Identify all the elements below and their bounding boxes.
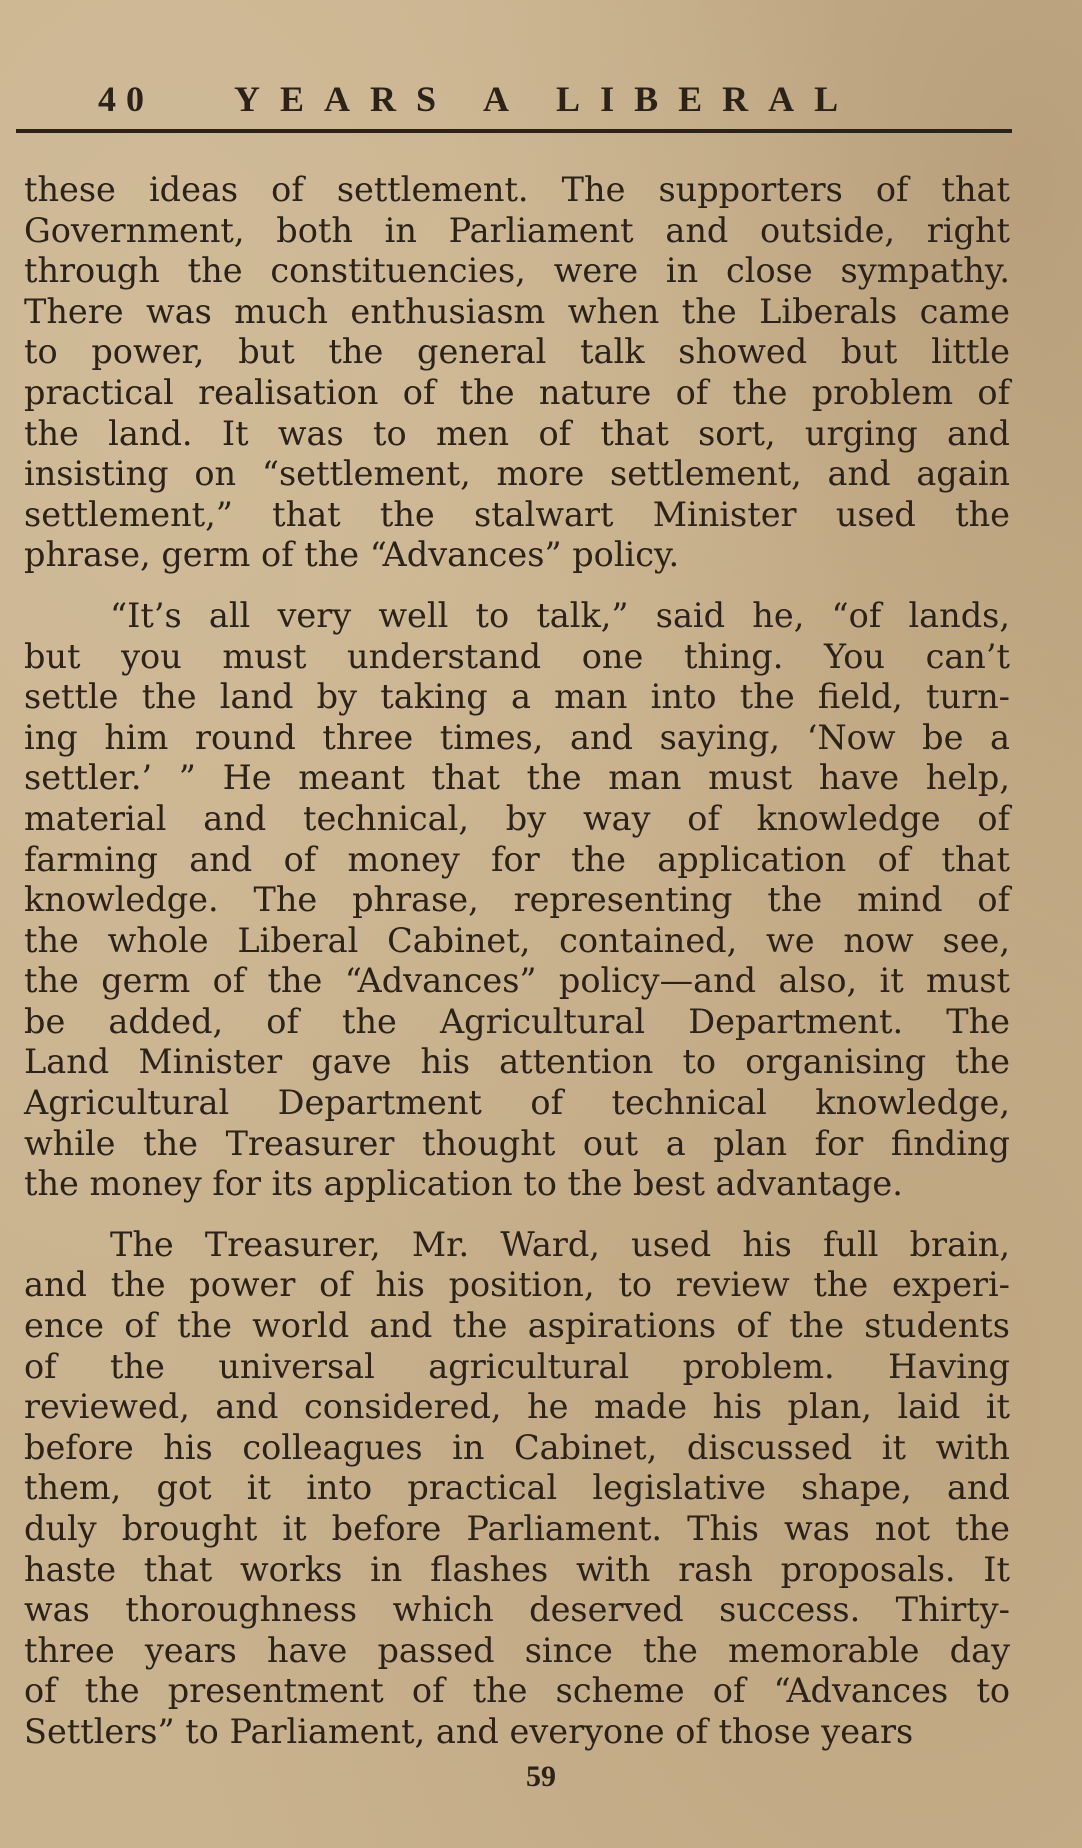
- text-line: these ideas of settlement. The supporters of that: [24, 170, 1010, 209]
- folio: 59: [526, 1760, 556, 1793]
- text-line: the whole Liberal Cabinet, contained, we now see,: [24, 920, 1010, 960]
- text-line: the land. It was to men of that sort, urging and: [24, 413, 1010, 453]
- text-line: the germ of the “Advances” policy—and also, it must: [24, 961, 1010, 1001]
- text-line: settlement,” that the stalwart Minister used the: [24, 494, 1010, 534]
- text-line: but you must understand one thing. You can’t: [24, 636, 1010, 676]
- running-head: [0, 78, 1082, 128]
- text-line: material and technical, by way of knowledge of: [24, 798, 1010, 838]
- text-line: haste that works in flashes with rash proposals. It: [24, 1549, 1010, 1589]
- text-line: phrase, germ of the “Advances” policy.: [24, 535, 680, 575]
- header-page-number: 40: [98, 79, 154, 119]
- text-line: settle the land by taking a man into the field, turn-: [24, 677, 1010, 717]
- text-line: The Treasurer, Mr. Ward, used his full brain,: [110, 1224, 1010, 1264]
- paragraph-gap: [24, 1205, 1010, 1225]
- running-title: YEARS A LIBERAL: [234, 79, 859, 119]
- paragraph: [24, 170, 1010, 576]
- text-line: duly brought it before Parliament. This was not the: [24, 1509, 1010, 1548]
- text-line: Agricultural Department of technical knowledge,: [24, 1083, 1010, 1123]
- text-line: and the power of his position, to review the experi-: [24, 1265, 1010, 1305]
- paragraph-gap: [24, 576, 1010, 596]
- text-line: be added, of the Agricultural Department. The: [24, 1001, 1010, 1041]
- text-line: to power, but the general talk showed but little: [24, 332, 1010, 372]
- text-line: settler.’ ” He meant that the man must have help,: [24, 758, 1010, 798]
- text-line: Land Minister gave his attention to organising the: [24, 1042, 1010, 1082]
- text-line: the money for its application to the best advantage.: [24, 1164, 903, 1204]
- text-line: Settlers” to Parliament, and everyone of those years: [24, 1711, 914, 1751]
- paragraph: [24, 596, 1010, 1205]
- text-line: practical realisation of the nature of the problem of: [24, 372, 1010, 412]
- text-line: reviewed, and considered, he made his plan, laid it: [24, 1387, 1010, 1427]
- text-line: while the Treasurer thought out a plan for finding: [24, 1123, 1010, 1163]
- text-line: Government, both in Parliament and outside, right: [24, 210, 1010, 250]
- text-line: knowledge. The phrase, representing the mind of: [24, 880, 1010, 920]
- paragraph: [24, 1225, 1010, 1753]
- text-line: “It’s all very well to talk,” said he, “of lands,: [110, 595, 1010, 635]
- text-line: farming and of money for the application of that: [24, 839, 1010, 879]
- text-line: was thoroughness which deserved success. Thirty-: [24, 1590, 1010, 1630]
- text-line: There was much enthusiasm when the Liberals came: [24, 291, 1010, 331]
- text-line: before his colleagues in Cabinet, discussed it with: [24, 1427, 1010, 1467]
- body-text: [24, 170, 1010, 1753]
- text-line: ence of the world and the aspirations of the students: [24, 1306, 1010, 1346]
- text-line: ing him round three times, and saying, ‘Now be a: [24, 717, 1010, 757]
- header-rule: [16, 129, 1012, 133]
- text-line: through the constituencies, were in close sympathy.: [24, 251, 1010, 291]
- text-line: three years have passed since the memorable day: [24, 1630, 1010, 1670]
- text-line: insisting on “settlement, more settlement, and again: [24, 454, 1010, 494]
- text-line: of the presentment of the scheme of “Advances to: [24, 1671, 1010, 1711]
- text-line: them, got it into practical legislative shape, and: [24, 1468, 1010, 1508]
- text-line: of the universal agricultural problem. Having: [24, 1346, 1010, 1386]
